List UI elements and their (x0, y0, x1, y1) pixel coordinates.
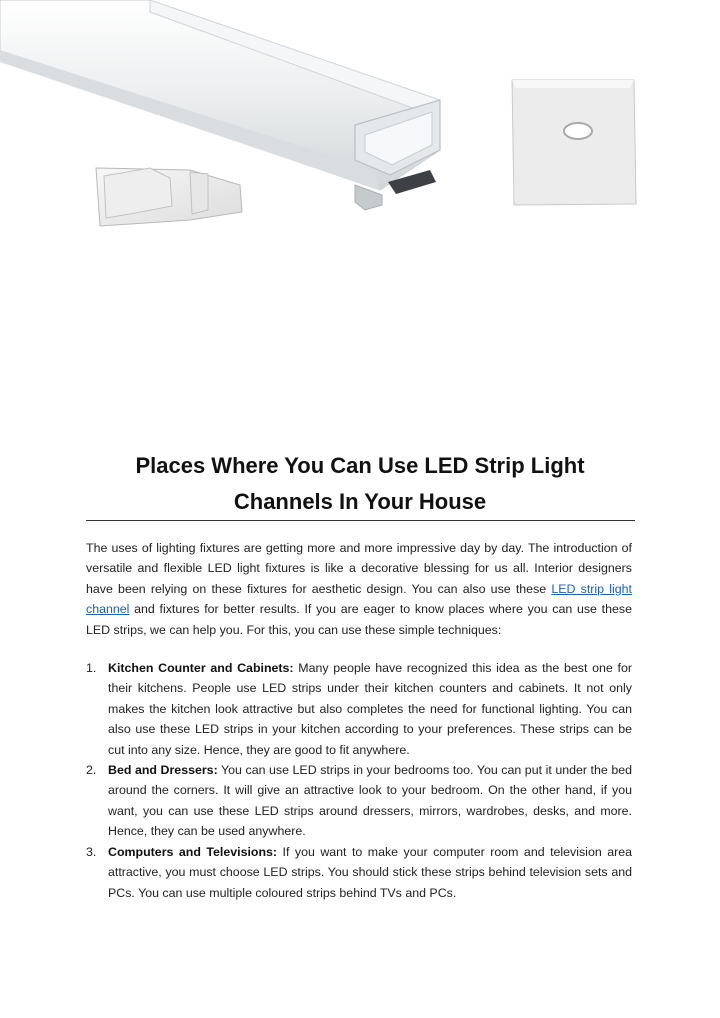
product-image (0, 0, 720, 420)
article-body (86, 538, 632, 903)
list-item (86, 760, 632, 842)
list-item-term: Bed and Dressers: (108, 763, 218, 778)
article-title-line-2: Channels In Your House (233, 489, 487, 514)
list-item-term: Computers and Televisions: (108, 844, 278, 859)
list-item-number: 2. (86, 763, 97, 778)
led-channel-product-photo (0, 0, 720, 420)
list-item-text: You can use LED strips in your bedrooms too. You can put it under the bed around the corners. It will give an attractive look to your bedroom. On the other hand, if you want, you can use these LED strips around dressers, mirrors, wardrobes, desks, and more. Hence, they can be used anywhere. (108, 763, 632, 839)
list-item-term: Kitchen Counter and Cabinets: (108, 661, 294, 676)
title-divider (86, 520, 635, 521)
list-item-text: If you want to make your computer room and television area attractive, you must choose LED strips. You should stick these strips behind television sets and PCs. You can use multiple coloured strips behind TVs and PCs. (108, 844, 632, 900)
list-item (86, 842, 632, 903)
list-item-text: Many people have recognized this idea as the best one for their kitchens. People use LED strips under their kitchen counters and cabinets. It not only makes the kitchen look attractive but also completes the need for functional lighting. You can also use these LED strips in your kitchen according to your preferences. These strips can be cut into any size. Hence, they are good to fit anywhere. (108, 661, 632, 757)
intro-text-after: and fixtures for better results. If you are eager to know places where you can use these LED strips, we can help you. For this, you can use these simple techniques: (86, 602, 632, 637)
places-list (86, 658, 632, 903)
intro-text-before: The uses of lighting fixtures are getting more and more impressive day by day. The introduction of versatile and flexible LED light fixtures is like a decorative blessing for us all. Interior designers have been relying on these fixtures for aesthetic design. You can also use these (86, 541, 632, 596)
list-item-number: 1. (86, 661, 97, 676)
article-title (86, 448, 634, 520)
intro-paragraph (86, 538, 632, 640)
led-strip-light-channel-link[interactable]: LED strip light channel (86, 581, 632, 617)
article-title-line-1: Places Where You Can Use LED Strip Light (135, 453, 585, 478)
list-item-number: 3. (86, 844, 97, 859)
list-item (86, 658, 632, 760)
